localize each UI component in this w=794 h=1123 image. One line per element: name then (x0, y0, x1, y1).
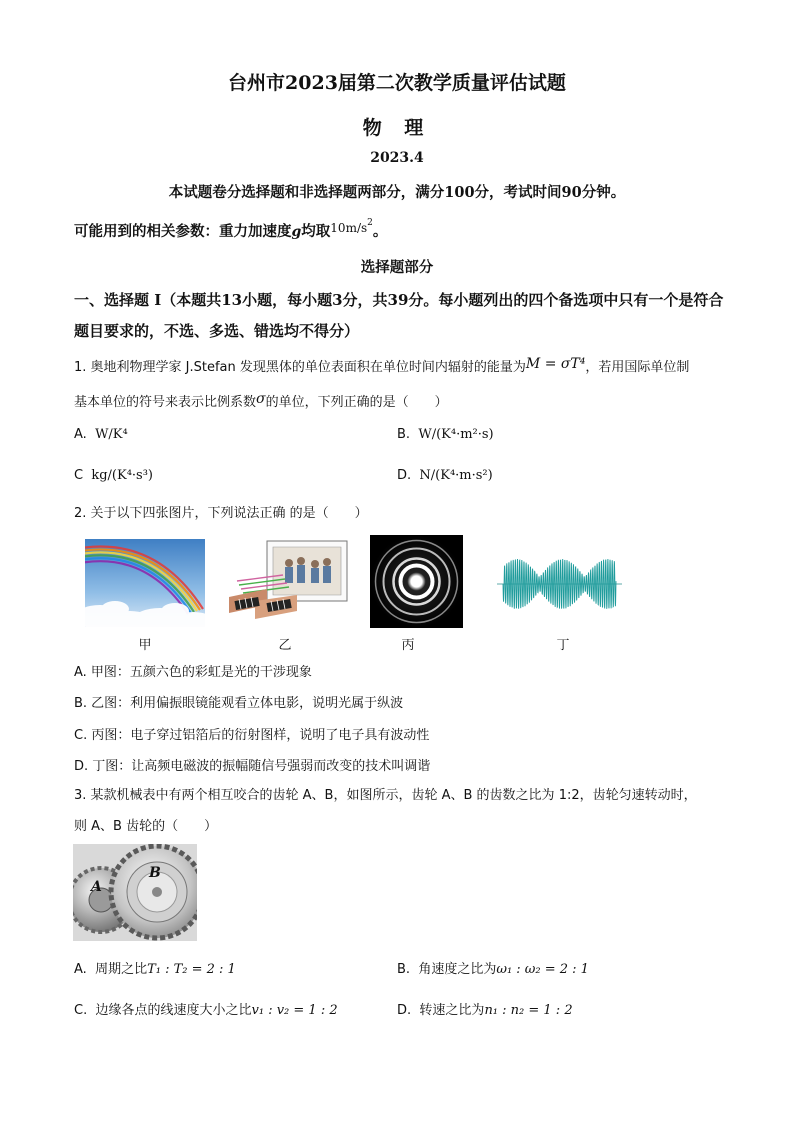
polarizer-cinema-illustration (227, 539, 349, 629)
q1-option-a[interactable] (74, 427, 128, 442)
exam-title: 台州市2023届第二次教学质量评估试题 (228, 72, 566, 94)
option-math: n₁ : n₂ = 1 : 2 (484, 1003, 573, 1018)
option-text: 边缘各点的线速度大小之比 (95, 1003, 252, 1018)
gear-b-label: B (149, 865, 161, 881)
electron-diffraction-pattern (370, 535, 463, 628)
option-label: C (74, 468, 84, 483)
q1-option-d[interactable] (397, 468, 493, 483)
q1-stem-c: 基本单位的符号来表示比例系数 (74, 395, 257, 410)
gravity-symbol: g (291, 224, 302, 240)
rainbow-photo (85, 539, 205, 627)
q1-formula: M = σT⁴ (525, 356, 586, 372)
q1-stem-a: 1. 奥地利物理学家 J.Stefan 发现黑体的单位表面积在单位时间内辐射的能量为 (74, 360, 526, 375)
q1-stem-d: 的单位，下列正确的是（ ） (265, 395, 448, 410)
q1-sigma: σ (256, 391, 266, 407)
q2-option-a[interactable]: A. 甲图：五颜六色的彩虹是光的干涉现象 (74, 665, 312, 680)
option-text: W/K⁴ (95, 427, 128, 442)
figure-caption-yi: 乙 (278, 638, 292, 653)
figure-caption-bing: 丙 (401, 638, 415, 653)
q3-option-b[interactable] (397, 958, 589, 977)
constants-line (74, 218, 387, 241)
q3-stem-line2: 则 A、B 齿轮的（ ） (74, 819, 218, 834)
q3-option-d[interactable] (397, 999, 573, 1018)
exam-date: 2023.4 (370, 150, 424, 166)
exam-notice: 本试题卷分选择题和非选择题两部分，满分100分，考试时间90分钟。 (168, 184, 626, 201)
figure-caption-jia: 甲 (138, 638, 152, 653)
option-text: 周期之比 (95, 962, 148, 977)
section-heading: 一、选择题 I（本题共13小题，每小题3分，共39分。每小题列出的四个备选项中只有一个是符合题目要求的，不选、多选、错选均不得分） (74, 291, 724, 340)
gears-photo (73, 844, 197, 941)
q2-stem: 2. 关于以下四张图片，下列说法正确 的是（ ） (74, 506, 368, 521)
option-label: A. (74, 427, 87, 442)
q2-option-b[interactable]: B. 乙图：利用偏振眼镜能观看立体电影，说明光属于纵波 (74, 696, 404, 711)
figure-caption-ding: 丁 (556, 638, 570, 653)
option-label: B. (397, 962, 411, 977)
option-math: ω₁ : ω₂ = 2 : 1 (496, 962, 589, 977)
gravity-value: 10m/s (330, 221, 368, 235)
q2-option-d[interactable]: D. 丁图：让高频电磁波的振幅随信号强弱而改变的技术叫调谐 (74, 759, 431, 774)
constants-prefix: 可能用到的相关参数：重力加速度 (74, 223, 292, 240)
option-text: W/(K⁴·m²·s) (418, 427, 494, 442)
option-text: 角速度之比为 (418, 962, 497, 977)
constants-mid: 均取 (301, 223, 331, 240)
section-title: 选择题部分 (360, 259, 434, 276)
q2-option-c[interactable]: C. 丙图：电子穿过铝箔后的衍射图样，说明了电子具有波动性 (74, 728, 430, 743)
option-text: kg/(K⁴·s³) (91, 468, 154, 483)
am-modulated-wave (497, 556, 622, 612)
option-label: D. (397, 468, 412, 483)
subject-title: 物 理 (362, 117, 432, 139)
option-text: N/(K⁴·m·s²) (419, 468, 493, 483)
q1-stem-b: ，若用国际单位制 (585, 360, 690, 375)
option-math: T₁ : T₂ = 2 : 1 (147, 962, 236, 977)
option-label: B. (397, 427, 411, 442)
option-text: 转速之比为 (419, 1003, 485, 1018)
q3-option-c[interactable] (74, 999, 338, 1018)
q3-stem-line1: 3. 某款机械表中有两个相互咬合的齿轮 A、B，如图所示，齿轮 A、B 的齿数之比为 1:2，齿轮匀速转动时， (74, 788, 697, 803)
q1-option-b[interactable] (397, 427, 494, 442)
option-label: D. (397, 1003, 412, 1018)
q3-option-a[interactable] (74, 958, 236, 977)
option-label: C. (74, 1003, 88, 1018)
option-label: A. (74, 962, 87, 977)
gravity-exponent: 2 (367, 218, 373, 228)
q1-option-c[interactable] (74, 468, 153, 483)
q1-stem-line2 (74, 389, 734, 413)
gear-a-label: A (91, 879, 102, 895)
option-math: v₁ : v₂ = 1 : 2 (251, 1003, 338, 1018)
q1-stem-line1 (74, 354, 734, 378)
constants-end: 。 (372, 223, 388, 240)
